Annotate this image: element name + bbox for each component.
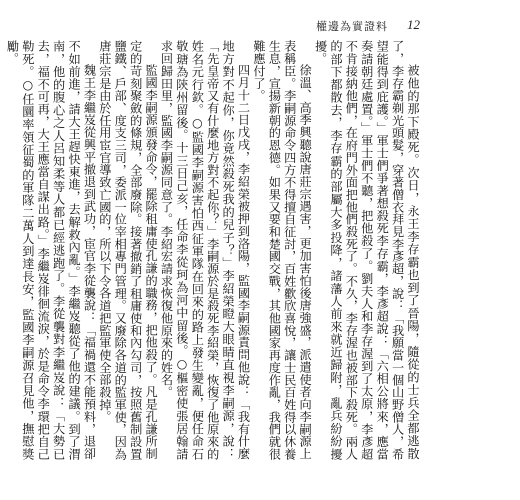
paragraph: 徐溫、高季興聽說唐莊宗遇害，更加害怕後唐強盛，派遣使者向李嗣源上表稱臣。李嗣源命令四方不得擅自征討，百姓歡欣喜悅，讓士民百姓得以休養生息，宣揚新朝的恩德。如果又要和楚國交戰，其他國家再度作亂，我們就很難應付了。 [251,40,313,460]
paragraph: 被他的那下殿死。次日，永王李存霸也到了晉陽，隨從的士兵全都逃散了，李存霸剃光頭髮，穿著僧衣拜見李彥超，說：「我願當一個山野僧人，希望能得到庇護。」軍士們爭著想殺死李存霸，李彥超說：「六相公將來，應當奏請朝廷處置。」軍士們不聽，把他殺了。劉夫人和李存渥到了太原，李彥超不肯接納他們，在府門外面把他們殺死了。不久，李存渥也被部下殺死。兩人的部下都散去，李存霸的部屬大多投降，諸藩人前來就近歸附，亂兵紛紛擾擾。 [313,40,420,460]
body-text [5,40,420,460]
running-header [100,18,420,34]
running-title: 權邊為實證料 [316,20,388,33]
paragraph: 監國李嗣源頒發命令，罷除租庸使孔謙的職務，把他殺了。凡是孔謙所制定的苛刻聚斂的條規，全部廢除。接著撤銷了租庸使和內勾司，按照舊制設置鹽鐵、戶部、度支三司，委派一位宰相專門管理。又廢除各道的監軍使，因為唐莊宗是由於任用宦官導致亡國的，所以下令各道把監軍使全部殺掉。 [97,40,159,460]
page-number: 12 [407,17,420,32]
paragraph: 四月十二日戊戌，李紹榮被押到洛陽，監國李嗣源責問他說：「我有什麼地方對不起你，你竟然殺死我的兒子？」李紹榮瞪大眼睛直視李嗣源，說：「先皇帝又有什麼地方對不起你？」李嗣源於是殺死李紹榮，恢復了他原來的姓名元行欽。○監國李嗣源害怕西征軍隊在回來的路上發生變亂，便任命石敬瑭為陝州留後。十三日己亥，任命李從珂為河中留後。○樞密使張居翰請求回歸田里，監國李嗣源同意了。李紹宏請求恢復他原來的姓名。 [159,40,251,460]
paragraph: 魏王李繼岌從興平撤退到武功，宦官李從襲說：「福禍還不能預料，退卻不如前進，請大王趕快東進，去解救內亂。」李繼岌聽從了他的建議。到了渭南，他的腹心之人呂知柔等人都已經逃跑了。李從襲對李繼岌說：「大勢已去，福不可再，大王應當自謀出路。」李繼岌徘徊流淚，於是命令李環把自己勒死。○任圜率領征蜀的軍隊二萬人到達長安，監國李嗣源召見他，撫慰獎勵。 [5,40,97,460]
